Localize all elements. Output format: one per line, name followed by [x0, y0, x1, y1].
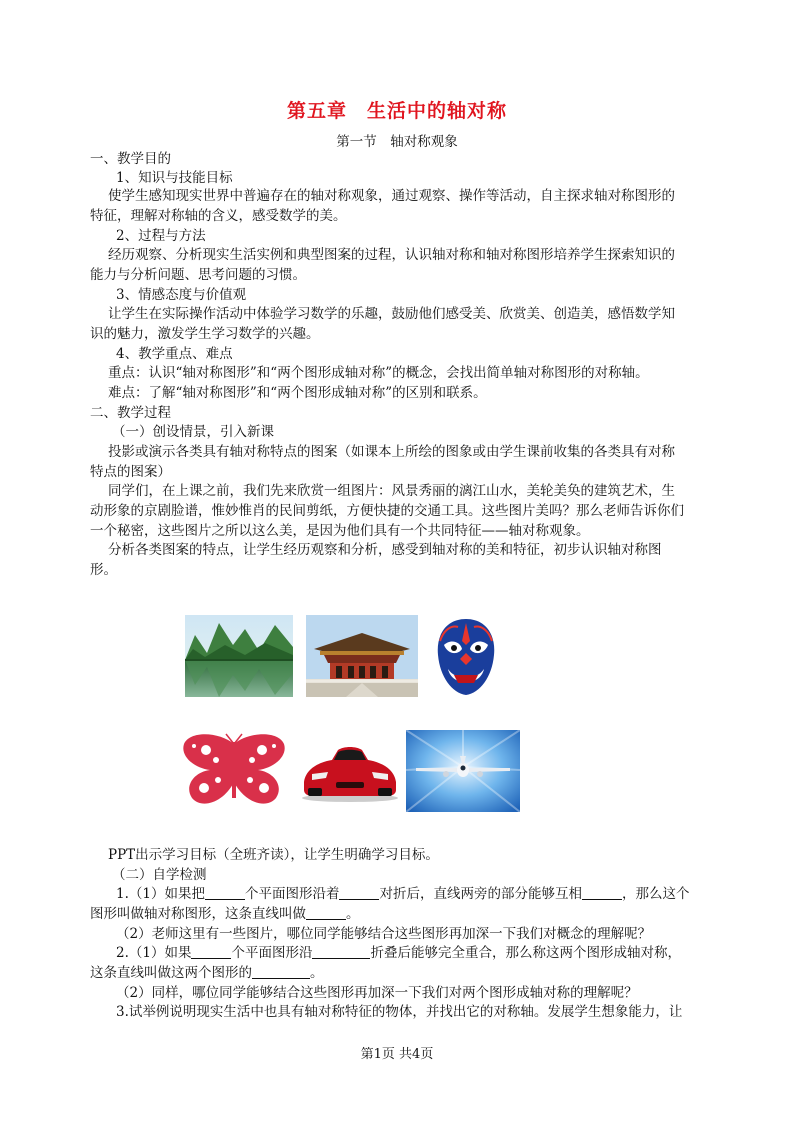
landscape-photo	[185, 615, 293, 697]
question-text: 个平面图形沿	[231, 945, 313, 961]
page-footer: 第1页 共4页	[360, 1047, 434, 1062]
question-1-1	[116, 885, 689, 904]
paragraph-line: 同学们，在上课之前，我们先来欣赏一组图片：风景秀丽的漓江山水，美轮美奂的建筑艺术，生	[108, 483, 675, 499]
butterfly-papercut	[180, 732, 288, 812]
blank-field[interactable]	[191, 944, 231, 959]
airplane-photo	[406, 730, 520, 812]
question-text: 对折后，直线两旁的部分能够互相	[379, 886, 582, 902]
question-text: 这条直线叫做这两个图形的	[90, 965, 252, 981]
paragraph-line: 投影或演示各类具有轴对称特点的图案（如课本上所绘的图象或由学生课前收集的各类具有对称	[108, 444, 675, 460]
subheading-process: 2、过程与方法	[116, 228, 206, 244]
blank-field[interactable]	[205, 885, 245, 900]
paragraph-line: 动形象的京剧脸谱，惟妙惟肖的民间剪纸，方便快捷的交通工具。这些图片美吗？那么老师告诉你们	[90, 503, 684, 519]
heading-teaching-goals: 一、教学目的	[90, 151, 171, 167]
blank-field[interactable]	[252, 964, 310, 979]
question-text: 图形叫做轴对称图形，这条直线叫做	[90, 906, 306, 922]
paragraph-line: 特征，理解对称轴的含义，感受数学的美。	[90, 208, 347, 224]
opera-mask-photo	[432, 615, 500, 697]
question-2-2: （2）同样，哪位同学能够结合这些图形再加深一下我们对两个图形成轴对称的理解呢？	[116, 985, 638, 1001]
question-text: 个平面图形沿着	[244, 886, 340, 902]
question-2-1-cont	[90, 964, 324, 983]
question-2-1	[116, 944, 681, 963]
question-text: ，那么这个	[621, 886, 690, 902]
chapter-title: 第五章 生活中的轴对称	[286, 100, 507, 122]
question-text: 折叠后能够完全重合，那么称这两个图形成轴对称，	[370, 945, 681, 961]
heading-teaching-process: 二、教学过程	[90, 405, 171, 421]
paragraph-line: 使学生感知现实世界中普遍存在的轴对称观象，通过观察、操作等活动，自主探求轴对称图形的	[108, 188, 675, 204]
palace-photo	[306, 615, 418, 697]
paragraph-line: 能力与分析问题、思考问题的习惯。	[90, 267, 306, 283]
section-subtitle: 第一节 轴对称观象	[336, 134, 458, 150]
subheading-knowledge: 1、知识与技能目标	[116, 170, 233, 186]
subheading-self-study: （二）自学检测	[112, 867, 207, 883]
paragraph-line: 重点：认识“轴对称图形”和“两个图形成轴对称”的概念，会找出简单轴对称图形的对称轴。	[108, 365, 649, 381]
paragraph-line: 特点的图案）	[90, 464, 171, 480]
red-sports-car-photo	[298, 738, 402, 804]
subheading-key-points: 4、教学重点、难点	[116, 346, 233, 362]
question-text: 。	[346, 906, 360, 922]
paragraph-line: 经历观察、分析现实生活实例和典型图案的过程，认识轴对称和轴对称图形培养学生探索知识的	[108, 247, 675, 263]
blank-field[interactable]	[306, 905, 346, 920]
paragraph-line: 识的魅力，激发学生学习数学的兴趣。	[90, 326, 320, 342]
question-text: 。	[310, 965, 324, 981]
subheading-attitude: 3、情感态度与价值观	[116, 287, 247, 303]
question-1-1-cont	[90, 905, 360, 924]
paragraph-line: 分析各类图案的特点，让学生经历观察和分析，感受到轴对称的美和特征，初步认识轴对称图	[108, 542, 662, 558]
question-3: 3.试举例说明现实生活中也具有轴对称特征的物体，并找出它的对称轴。发展学生想象能力，让	[116, 1004, 683, 1020]
paragraph-line: 让学生在实际操作活动中体验学习数学的乐趣，鼓励他们感受美、欣赏美、创造美，感悟数学知	[108, 306, 675, 322]
blank-field[interactable]	[312, 944, 370, 959]
subheading-intro: （一）创设情景，引入新课	[112, 424, 274, 440]
paragraph-line: 一个秘密，这些图片之所以这么美，是因为他们具有一个共同特征——轴对称观象。	[90, 523, 590, 539]
question-1-2: （2）老师这里有一些图片，哪位同学能够结合这些图形再加深一下我们对概念的理解呢？	[116, 926, 652, 942]
question-text: 2.（1）如果	[116, 945, 192, 961]
blank-field[interactable]	[582, 885, 622, 900]
question-text: 1.（1）如果把	[116, 886, 205, 902]
paragraph-line: 难点：了解“轴对称图形”和“两个图形成轴对称”的区别和联系。	[108, 385, 487, 401]
paragraph-line: 形。	[90, 562, 117, 578]
blank-field[interactable]	[339, 885, 379, 900]
paragraph-line: PPT出示学习目标（全班齐读），让学生明确学习目标。	[108, 847, 439, 863]
